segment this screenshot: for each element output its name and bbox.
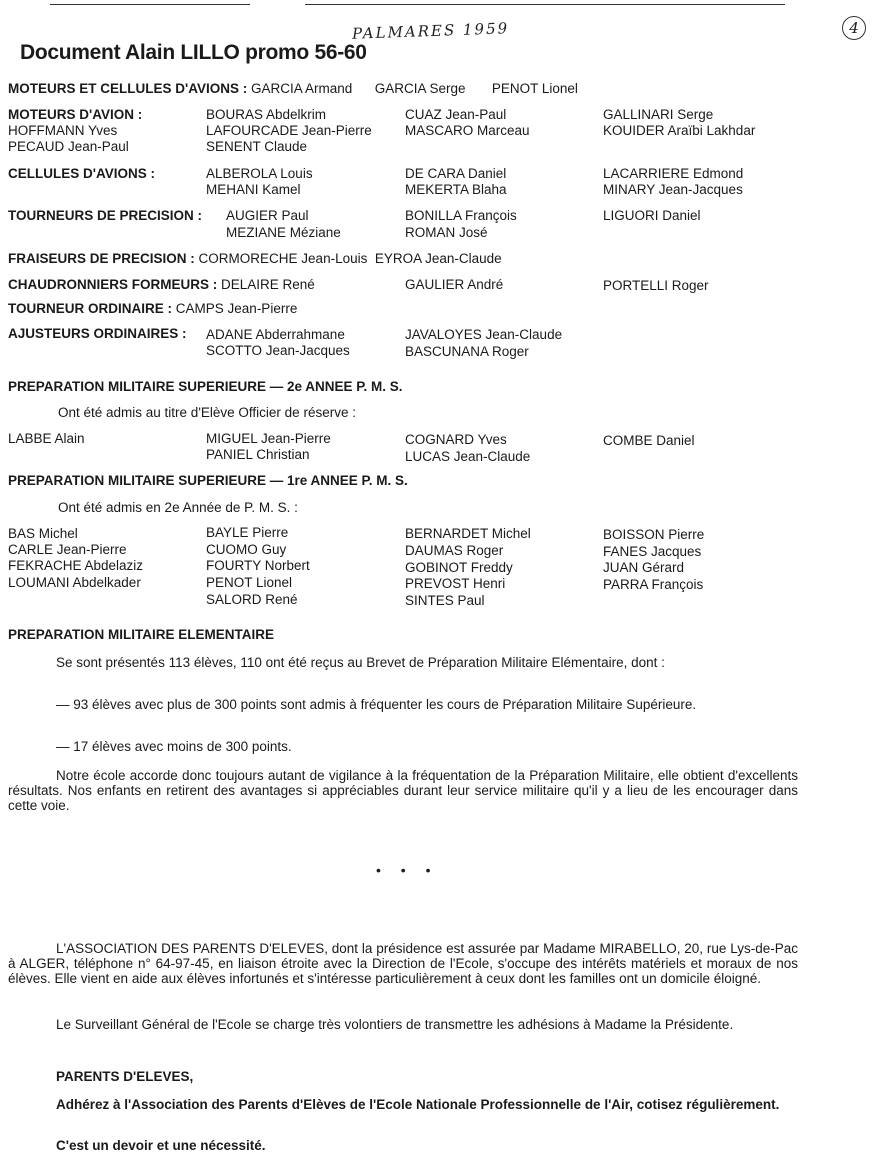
- row-label: MOTEURS D'AVION :: [8, 107, 143, 122]
- name: LABBE Alain: [8, 431, 85, 446]
- name: FOURTY Norbert: [206, 558, 310, 573]
- name: HOFFMANN Yves: [8, 123, 118, 138]
- name: BAS Michel: [8, 526, 78, 541]
- name: MEKERTA Blaha: [405, 182, 507, 197]
- handwritten-note: PALMARES 1959: [351, 19, 510, 43]
- name: MEZIANE Méziane: [226, 225, 341, 240]
- name: SINTES Paul: [405, 593, 485, 608]
- page-number: 4: [842, 16, 866, 40]
- name: CARLE Jean-Pierre: [8, 542, 127, 557]
- name: PENOT Lionel: [206, 575, 293, 590]
- name: BOURAS Abdelkrim: [206, 107, 327, 122]
- name: PECAUD Jean-Paul: [8, 139, 129, 154]
- name: DAUMAS Roger: [405, 543, 504, 558]
- name: GOBINOT Freddy: [405, 560, 513, 575]
- name: CUAZ Jean-Paul: [405, 107, 507, 122]
- name: KOUIDER Araïbi Lakhdar: [603, 123, 756, 138]
- row-names: CORMORECHE Jean-Louis EYROA Jean-Claude: [198, 251, 502, 266]
- name: AUGIER Paul: [226, 208, 309, 223]
- name: MASCARO Marceau: [405, 123, 530, 138]
- paragraph: — 17 élèves avec moins de 300 points.: [56, 739, 292, 754]
- name: LUCAS Jean-Claude: [405, 449, 531, 464]
- section-heading-pms1: PREPARATION MILITAIRE SUPERIEURE — 1re ANNEE P. M. S.: [8, 473, 408, 488]
- section-heading-pms2: PREPARATION MILITAIRE SUPERIEURE — 2e ANNEE P. M. S.: [8, 379, 403, 394]
- row-label: MOTEURS ET CELLULES D'AVIONS :: [8, 81, 248, 96]
- name: SENENT Claude: [206, 139, 308, 154]
- separator-dots: • • •: [376, 862, 439, 878]
- row-names: CAMPS Jean-Pierre: [175, 301, 298, 316]
- row-chaudronniers: [8, 277, 315, 293]
- name: GAULIER André: [405, 277, 504, 292]
- paragraph: Adhérez à l'Association des Parents d'Elèves de l'Ecole Nationale Professionnelle de l'Air, cotisez régulièrement.: [56, 1097, 780, 1112]
- name: ALBEROLA Louis: [206, 166, 313, 181]
- name: DE CARA Daniel: [405, 166, 507, 181]
- name: BOISSON Pierre: [603, 527, 705, 542]
- name: CUOMO Guy: [206, 542, 287, 557]
- section-intro: Ont été admis au titre d'Elève Officier de réserve :: [58, 405, 356, 420]
- row-tourneur-ordinaire: [8, 301, 297, 317]
- name: COMBE Daniel: [603, 433, 695, 448]
- row-label: AJUSTEURS ORDINAIRES :: [8, 326, 187, 341]
- name: JUAN Gérard: [603, 560, 685, 575]
- paragraph: C'est un devoir et une nécessité.: [56, 1138, 266, 1153]
- top-rule-right: [305, 4, 785, 5]
- name: GALLINARI Serge: [603, 107, 714, 122]
- name: BONILLA François: [405, 208, 517, 223]
- row-moteurs-cellules: [8, 81, 578, 97]
- row-label: FRAISEURS DE PRECISION :: [8, 251, 195, 266]
- name: BAYLE Pierre: [206, 525, 289, 540]
- name: BERNARDET Michel: [405, 526, 531, 541]
- row-names: DELAIRE René: [221, 277, 315, 292]
- name: PANIEL Christian: [206, 447, 310, 462]
- paragraph: Se sont présentés 113 élèves, 110 ont été reçus au Brevet de Préparation Militaire Elémentaire, dont :: [56, 655, 665, 670]
- name: PREVOST Henri: [405, 576, 506, 591]
- name: MINARY Jean-Jacques: [603, 182, 743, 197]
- name: COGNARD Yves: [405, 432, 507, 447]
- name: JAVALOYES Jean-Claude: [405, 327, 563, 342]
- name: LOUMANI Abdelkader: [8, 575, 141, 590]
- row-label: TOURNEUR ORDINAIRE :: [8, 301, 173, 316]
- row-names: GARCIA Armand GARCIA Serge PENOT Lionel: [250, 81, 578, 96]
- name: SCOTTO Jean-Jacques: [206, 343, 350, 358]
- name: LACARRIERE Edmond: [603, 166, 744, 181]
- section-intro: Ont été admis en 2e Année de P. M. S. :: [58, 500, 298, 515]
- row-label: CELLULES D'AVIONS :: [8, 166, 155, 181]
- name: FANES Jacques: [603, 544, 702, 559]
- paragraph: Le Surveillant Général de l'Ecole se charge très volontiers de transmettre les adhésions à Madame la Présidente.: [56, 1017, 734, 1032]
- name: ADANE Abderrahmane: [206, 327, 345, 342]
- name: FEKRACHE Abdelaziz: [8, 558, 144, 573]
- name: SALORD René: [206, 592, 298, 607]
- name: MIGUEL Jean-Pierre: [206, 431, 331, 446]
- paragraph: L'ASSOCIATION DES PARENTS D'ELEVES, dont la présidence est assurée par Madame MIRABELLO, 20, rue Lys-de-Pac à ALGER, téléphone n° 64-97-45, en liaison étroite avec la Direction de l'Ecole, s'occupe des intérêts matériels et moraux de nos élèves. Elle vient en aide aux élèves infortunés et s'intéresse particulièrement à ceux dont les familles ont un domicile éloigné.: [8, 941, 798, 986]
- page-title: Document Alain LILLO promo 56-60: [20, 41, 367, 64]
- name: LAFOURCADE Jean-Pierre: [206, 123, 372, 138]
- name: PARRA François: [603, 577, 704, 592]
- section-heading-pme: PREPARATION MILITAIRE ELEMENTAIRE: [8, 627, 274, 642]
- row-label: CHAUDRONNIERS FORMEURS :: [8, 277, 218, 292]
- name: MEHANI Kamel: [206, 182, 301, 197]
- name: LIGUORI Daniel: [603, 208, 701, 223]
- paragraph: Notre école accorde donc toujours autant de vigilance à la fréquentation de la Préparation Militaire, elle obtient d'excellents résultats. Nos enfants en retirent des avantages si appréciables durant leur service militaire qu'il y a lieu de les encourager dans cette voie.: [8, 768, 798, 813]
- name: ROMAN José: [405, 225, 488, 240]
- row-label: TOURNEURS DE PRECISION :: [8, 208, 203, 223]
- paragraph: PARENTS D'ELEVES,: [56, 1069, 194, 1084]
- row-fraiseurs: [8, 251, 502, 267]
- name: BASCUNANA Roger: [405, 344, 529, 359]
- name: PORTELLI Roger: [603, 278, 709, 293]
- paragraph: — 93 élèves avec plus de 300 points sont admis à fréquenter les cours de Préparation Militaire Supérieure.: [56, 697, 697, 712]
- top-rule-left: [50, 4, 250, 5]
